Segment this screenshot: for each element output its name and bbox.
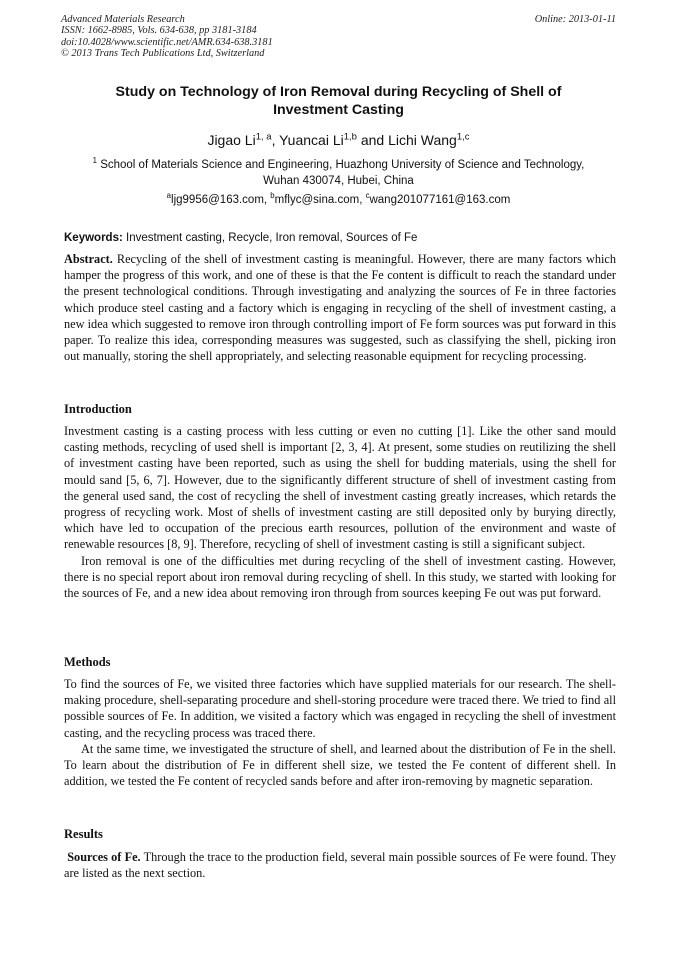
email-address: wang201077161@163.com xyxy=(369,194,511,206)
journal-issn: ISSN: 1662-8985, Vols. 634-638, pp 3181-3184 xyxy=(61,25,257,37)
introduction-heading: Introduction xyxy=(64,402,132,416)
abstract-text: Recycling of the shell of investment casting is meaningful. However, there are many factors which hamper the progress of this work, and one of these is that the Fe content is difficult to reach the standard under the present technological conditions. Through investigating and analyzing the sources of Fe in three factories which produce steel casting and a factory which is engaging in recycling of the shell of investment casting, a new idea which suggested to remove iron through controlling import of Fe form sources was put forward in this paper. To realize this idea, corresponding measures was suggested, such as classifying the shell, picking iron out manually, storing the shell appropriately, and selecting reasonable equipment for recycling processing. xyxy=(64,252,616,364)
introduction-paragraph-2: Iron removal is one of the difficulties met during recycling of the shell of investment casting. However, there is no special report about iron removal during recycling of shell. In this study, we started with looking for the sources of Fe, and a new idea about removing iron through from sources keeping Fe out was put forward. xyxy=(64,553,616,601)
email-address: mflyc@sina.com xyxy=(274,194,360,206)
author-affiliation-mark: 1,c xyxy=(456,131,470,143)
title-line-1: Study on Technology of Iron Removal during Recycling of Shell of xyxy=(115,84,562,100)
title-line-2: Investment Casting xyxy=(273,102,404,118)
results-subheading: Sources of Fe. xyxy=(67,850,141,864)
affiliation xyxy=(61,157,616,189)
journal-name: Advanced Materials Research xyxy=(61,14,185,25)
results-text: Through the trace to the production field, several main possible sources of Fe were found. They are listed as the next section. xyxy=(64,850,616,881)
keywords-label: Keywords: xyxy=(64,232,123,244)
author-name: Yuancai Li xyxy=(279,132,344,148)
abstract-label: Abstract. xyxy=(64,252,113,266)
abstract xyxy=(64,251,616,364)
methods-heading: Methods xyxy=(64,655,111,669)
results-heading: Results xyxy=(64,827,103,841)
author-list xyxy=(61,131,616,149)
keywords xyxy=(64,231,616,245)
methods-paragraph-2: At the same time, we investigated the structure of shell, and learned about the distribution of Fe in the shell. To learn about the distribution of Fe in different shell size, we tested the Fe content of different shell. In addition, we tested the Fe content of recycled sands before and after iron-removing by magnetic separation. xyxy=(64,741,616,789)
affiliation-line-2: Wuhan 430074, Hubei, China xyxy=(263,175,414,187)
journal-header xyxy=(61,14,616,60)
author-emails: $^a$ljg9956@163.com, $^b$mflyc@sina.com, $^c$wang201077161@163.com xyxy=(166,191,511,206)
methods-paragraph-1: To find the sources of Fe, we visited three factories which have supplied materials for our research. The shell-making procedure, shell-separating procedure and shell-storing procedure were traced there. We tried to find all possible sources of Fe. In addition, we visited a factory which was engaged in recycling the shell of investment casting, and the recycling process was traced there. xyxy=(64,677,616,740)
affiliation-mark: 1 xyxy=(92,156,97,166)
email-mark: c xyxy=(365,191,370,201)
email-mark: a xyxy=(166,191,172,201)
author-separator: , xyxy=(271,132,280,148)
affiliation-line-1: School of Materials Science and Engineering, Huazhong University of Science and Technology, xyxy=(100,159,585,171)
introduction-paragraph-1: Investment casting is a casting process with less cutting or even no cutting [1]. Like the other sand mould casting methods, recycling of used shell is important [2, 3, 4]. At present, some studies on reutilizing the shell of investment casting have been reported, such as using the shell for budding materials, using the shell for mould sand [5, 6, 7]. However, due to the significantly different structure of shell of investment casting from the general used sand, the cost of recycling the shell of investment casting greatly increases, which retards the progress of recycling work. Most of shells of investment casting are still deposited only by burying directly, which have led to occupation of the precious earth resources, pollution of the environment and waste of renewable resources [8, 9]. Therefore, recycling of shell of investment casting is still a significant subject. xyxy=(64,424,616,552)
author-affiliation-mark: 1, a xyxy=(255,131,272,143)
journal-doi: doi:10.4028/www.scientific.net/AMR.634-638.3181 xyxy=(61,36,273,48)
author-conjunction: and xyxy=(356,132,389,148)
author-affiliation-mark: 1,b xyxy=(343,131,357,143)
results-paragraph xyxy=(64,849,616,881)
online-date: Online: 2013-01-11 xyxy=(534,14,616,25)
introduction-section xyxy=(64,423,616,601)
email-address: ljg9956@163.com xyxy=(171,194,264,206)
email-mark: b xyxy=(270,191,275,201)
methods-section xyxy=(64,676,616,789)
keywords-text: Investment casting, Recycle, Iron removal, Sources of Fe xyxy=(126,232,418,244)
journal-copyright: © 2013 Trans Tech Publications Ltd, Switzerland xyxy=(61,48,265,60)
author-name: Jigao Li xyxy=(207,132,256,148)
author-name: Lichi Wang xyxy=(388,132,457,148)
paper-title xyxy=(61,83,616,119)
